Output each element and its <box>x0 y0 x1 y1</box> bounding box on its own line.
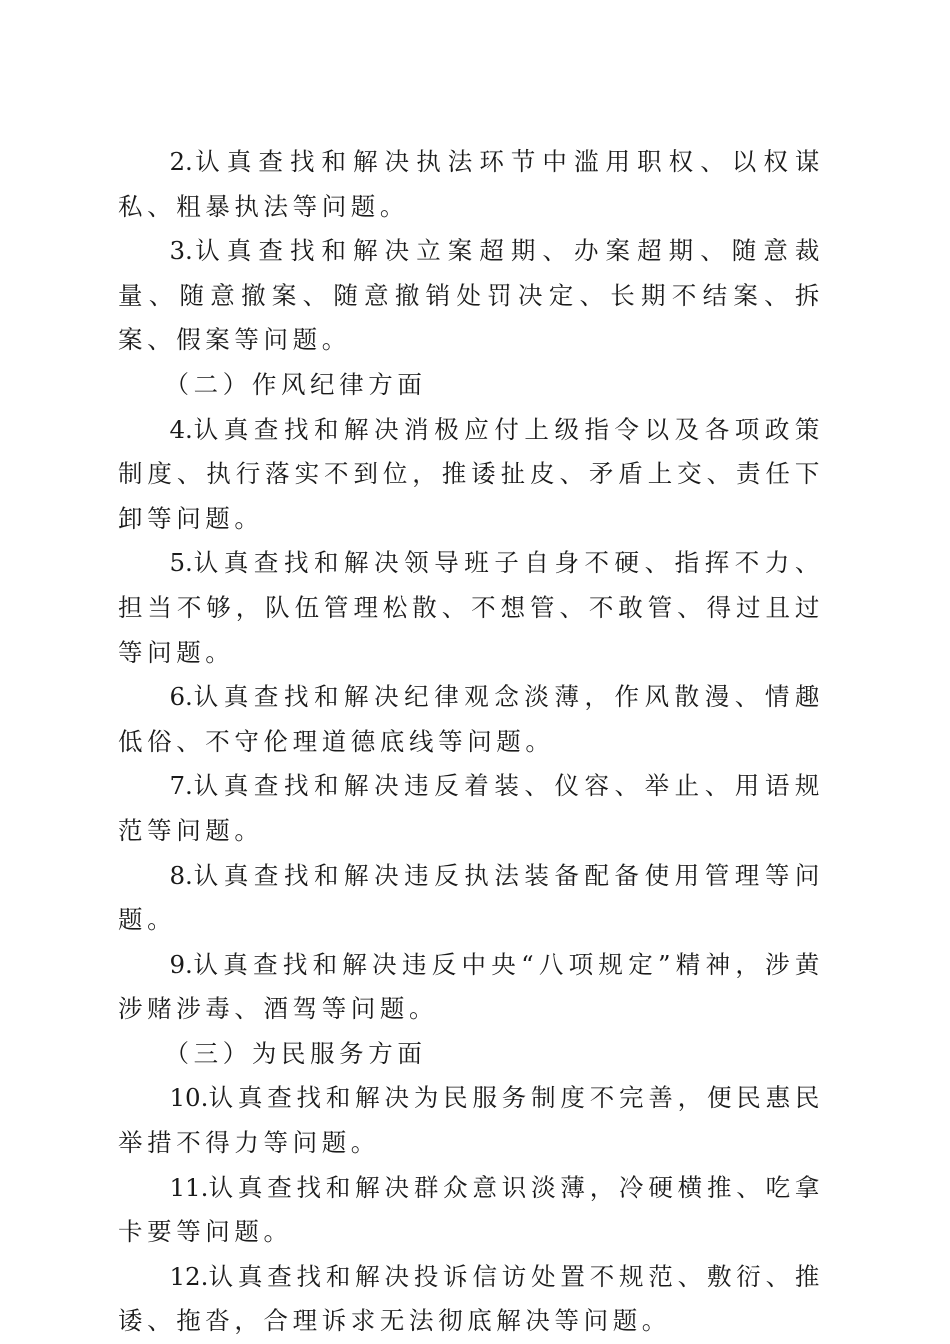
item-number: 2. <box>169 147 193 176</box>
item-5 <box>118 541 824 675</box>
item-7 <box>118 764 824 853</box>
item-text: 认真查找和解决为民服务制度不完善，便民惠民举措不得力等问题。 <box>118 1083 824 1158</box>
item-8 <box>118 854 824 943</box>
item-text: 认真查找和解决立案超期、办案超期、随意裁量、随意撤案、随意撤销处罚决定、长期不结案、拆案、假案等问题。 <box>118 236 824 355</box>
item-9 <box>118 943 824 1032</box>
item-number: 4. <box>169 414 193 444</box>
item-text: 认真查找和解决领导班子自身不硬、指挥不力、担当不够，队伍管理松散、不想管、不敢管、得过且过等问题。 <box>118 548 824 667</box>
item-10 <box>118 1076 824 1165</box>
item-number: 5. <box>169 548 193 578</box>
item-6 <box>118 675 824 764</box>
item-2 <box>118 140 824 229</box>
item-text: 认真查找和解决消极应付上级指令以及各项政策制度、执行落实不到位，推诿扯皮、矛盾上交、责任下卸等问题。 <box>118 414 824 533</box>
item-text: 认真查找和解决违反执法装备配备使用管理等问题。 <box>118 860 824 935</box>
item-number: 6. <box>169 682 193 712</box>
item-number: 8. <box>169 860 193 890</box>
item-number: 9. <box>169 949 193 979</box>
item-number: 12. <box>169 1261 209 1291</box>
item-text: 认真查找和解决群众意识淡薄，冷硬横推、吃拿卡要等问题。 <box>118 1172 824 1247</box>
item-text: 认真查找和解决违反着装、仪容、举止、用语规范等问题。 <box>118 771 824 845</box>
item-11 <box>118 1166 824 1255</box>
section-heading-conduct-discipline: （二）作风纪律方面 <box>164 369 427 399</box>
item-text: 认真查找和解决投诉信访处置不规范、敷衍、推诿、拖沓，合理诉求无法彻底解决等问题。 <box>118 1261 824 1336</box>
item-number: 3. <box>169 236 193 266</box>
item-number: 10. <box>169 1083 209 1113</box>
item-text: 认真查找和解决违反中央“八项规定”精神，涉黄涉赌涉毒、酒驾等问题。 <box>118 949 824 1024</box>
item-number: 7. <box>169 771 193 801</box>
item-text: 认真查找和解决执法环节中滥用职权、以权谋私、粗暴执法等问题。 <box>118 147 824 221</box>
section-heading-public-service: （三）为民服务方面 <box>164 1038 427 1068</box>
item-number: 11. <box>169 1172 209 1202</box>
document-body <box>118 140 824 1344</box>
item-12 <box>118 1255 824 1344</box>
item-3 <box>118 229 824 363</box>
item-4 <box>118 408 824 542</box>
item-text: 认真查找和解决纪律观念淡薄，作风散漫、情趣低俗、不守伦理道德底线等问题。 <box>118 682 824 756</box>
